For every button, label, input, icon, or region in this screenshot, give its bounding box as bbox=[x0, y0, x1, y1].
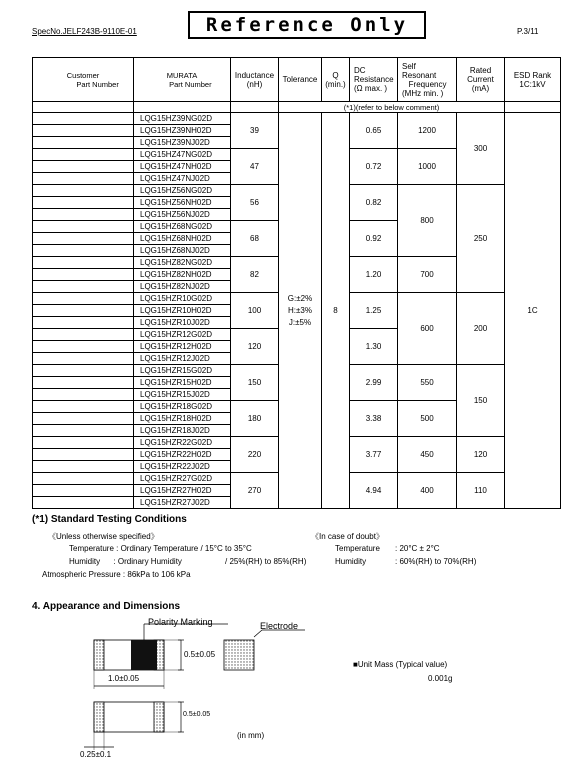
customer-part-number-cell bbox=[33, 485, 134, 497]
murata-part-number-cell: LQG15HZ82NG02D bbox=[134, 257, 231, 269]
customer-part-number-cell bbox=[33, 425, 134, 437]
customer-part-number-cell bbox=[33, 209, 134, 221]
inductance-cell: 82 bbox=[231, 257, 279, 293]
murata-part-number-cell: LQG15HZR10G02D bbox=[134, 293, 231, 305]
customer-part-number-cell bbox=[33, 401, 134, 413]
murata-part-number-cell: LQG15HZ56NG02D bbox=[134, 185, 231, 197]
humidity-doubt-label: Humidity bbox=[335, 557, 367, 566]
murata-part-number-cell: LQG15HZ39NH02D bbox=[134, 125, 231, 137]
murata-part-number-cell: LQG15HZ39NG02D bbox=[134, 113, 231, 125]
polarity-mark bbox=[131, 640, 157, 670]
murata-part-number-cell: LQG15HZR15J02D bbox=[134, 389, 231, 401]
inductance-cell: 100 bbox=[231, 293, 279, 329]
customer-part-number-cell bbox=[33, 353, 134, 365]
dc-resistance-cell: 1.20 bbox=[350, 257, 398, 293]
murata-part-number-cell: LQG15HZ47NJ02D bbox=[134, 173, 231, 185]
dimension-side: 0.5±0.05 bbox=[183, 711, 211, 718]
esd-rank-cell: 1C bbox=[505, 113, 561, 509]
murata-part-number-cell: LQG15HZR27G02D bbox=[134, 473, 231, 485]
header-esd-rank: ESD Rank 1C:1kV bbox=[505, 58, 561, 102]
customer-part-number-cell bbox=[33, 365, 134, 377]
customer-part-number-cell bbox=[33, 173, 134, 185]
table-row bbox=[33, 113, 561, 125]
murata-part-number-cell: LQG15HZ56NH02D bbox=[134, 197, 231, 209]
self-resonant-frequency-cell: 1000 bbox=[398, 149, 457, 185]
murata-part-number-cell: LQG15HZ47NG02D bbox=[134, 149, 231, 161]
customer-part-number-cell bbox=[33, 269, 134, 281]
murata-part-number-cell: LQG15HZR12G02D bbox=[134, 329, 231, 341]
customer-part-number-cell bbox=[33, 389, 134, 401]
dimension-length: 1.0±0.05 bbox=[108, 674, 140, 683]
humidity-normal-range: / 25%(RH) to 85%(RH) bbox=[225, 557, 307, 566]
testing-conditions-title: (*1) Standard Testing Conditions bbox=[32, 514, 187, 525]
humidity-doubt-value: : 60%(RH) to 70%(RH) bbox=[395, 557, 477, 566]
customer-part-number-cell bbox=[33, 473, 134, 485]
murata-part-number-cell: LQG15HZR22H02D bbox=[134, 449, 231, 461]
page-number: P.3/11 bbox=[517, 27, 539, 36]
dimension-electrode: 0.25±0.1 bbox=[80, 750, 112, 759]
self-resonant-frequency-cell: 600 bbox=[398, 293, 457, 365]
dc-resistance-cell: 3.38 bbox=[350, 401, 398, 437]
header-self-resonant-frequency: Self Resonant Frequency (MHz min. ) bbox=[398, 58, 457, 102]
header-inductance: Inductance (nH) bbox=[231, 58, 279, 102]
murata-part-number-cell: LQG15HZ56NJ02D bbox=[134, 209, 231, 221]
self-resonant-frequency-cell: 1200 bbox=[398, 113, 457, 149]
customer-part-number-cell bbox=[33, 149, 134, 161]
murata-part-number-cell: LQG15HZR22J02D bbox=[134, 461, 231, 473]
customer-part-number-cell bbox=[33, 281, 134, 293]
murata-part-number-cell: LQG15HZR15H02D bbox=[134, 377, 231, 389]
header-q: Q (min.) bbox=[322, 58, 350, 102]
tolerance-cell: G:±2% H:±3% J:±5% bbox=[279, 113, 322, 509]
customer-part-number-cell bbox=[33, 449, 134, 461]
spec-number: SpecNo.JELF243B-9110E-01 bbox=[32, 27, 137, 36]
unit-mass-label: ■Unit Mass (Typical value) bbox=[353, 660, 448, 669]
inductance-cell: 120 bbox=[231, 329, 279, 365]
temperature-doubt-value: : 20°C ± 2°C bbox=[395, 544, 440, 553]
chip-top-view bbox=[94, 640, 164, 670]
customer-part-number-cell bbox=[33, 437, 134, 449]
unit-label: (in mm) bbox=[237, 731, 265, 740]
customer-part-number-cell bbox=[33, 197, 134, 209]
table-note: (*1)(refer to below comment) bbox=[279, 102, 505, 113]
customer-part-number-cell bbox=[33, 245, 134, 257]
chip-bottom-view bbox=[94, 702, 164, 732]
murata-part-number-cell: LQG15HZR15G02D bbox=[134, 365, 231, 377]
self-resonant-frequency-cell: 500 bbox=[398, 401, 457, 437]
header-murata-part-number: MURATA Part Number bbox=[134, 58, 231, 102]
in-case-of-doubt: 《In case of doubt》 bbox=[311, 532, 384, 541]
header-tolerance: Tolerance bbox=[279, 58, 322, 102]
murata-part-number-cell: LQG15HZ82NH02D bbox=[134, 269, 231, 281]
parts-table bbox=[32, 57, 561, 509]
murata-part-number-cell: LQG15HZR27J02D bbox=[134, 497, 231, 509]
customer-part-number-cell bbox=[33, 137, 134, 149]
unless-specified: 《Unless otherwise specified》 bbox=[48, 532, 159, 541]
unit-mass-value: 0.001g bbox=[428, 674, 453, 683]
customer-part-number-cell bbox=[33, 413, 134, 425]
dc-resistance-cell: 3.77 bbox=[350, 437, 398, 473]
customer-part-number-cell bbox=[33, 305, 134, 317]
dc-resistance-cell: 1.30 bbox=[350, 329, 398, 365]
q-cell: 8 bbox=[322, 113, 350, 509]
murata-part-number-cell: LQG15HZR22G02D bbox=[134, 437, 231, 449]
appearance-title: 4. Appearance and Dimensions bbox=[32, 601, 181, 612]
customer-part-number-cell bbox=[33, 293, 134, 305]
murata-part-number-cell: LQG15HZ82NJ02D bbox=[134, 281, 231, 293]
header-rated-current: Rated Current (mA) bbox=[457, 58, 505, 102]
inductance-cell: 220 bbox=[231, 437, 279, 473]
self-resonant-frequency-cell: 400 bbox=[398, 473, 457, 509]
dc-resistance-cell: 0.65 bbox=[350, 113, 398, 149]
murata-part-number-cell: LQG15HZR27H02D bbox=[134, 485, 231, 497]
dimension-height: 0.5±0.05 bbox=[184, 650, 216, 659]
customer-part-number-cell bbox=[33, 377, 134, 389]
customer-part-number-cell bbox=[33, 341, 134, 353]
murata-part-number-cell: LQG15HZR18H02D bbox=[134, 413, 231, 425]
customer-part-number-cell bbox=[33, 257, 134, 269]
self-resonant-frequency-cell: 700 bbox=[398, 257, 457, 293]
electrode-left bbox=[94, 640, 104, 670]
rated-current-cell: 110 bbox=[457, 473, 505, 509]
customer-part-number-cell bbox=[33, 497, 134, 509]
customer-part-number-cell bbox=[33, 221, 134, 233]
inductance-cell: 150 bbox=[231, 365, 279, 401]
inductance-cell: 39 bbox=[231, 113, 279, 149]
dc-resistance-cell: 1.25 bbox=[350, 293, 398, 329]
customer-part-number-cell bbox=[33, 125, 134, 137]
self-resonant-frequency-cell: 550 bbox=[398, 365, 457, 401]
murata-part-number-cell: LQG15HZ47NH02D bbox=[134, 161, 231, 173]
humidity-normal: Humidity : Ordinary Humidity bbox=[69, 557, 182, 566]
murata-part-number-cell: LQG15HZR18J02D bbox=[134, 425, 231, 437]
murata-part-number-cell: LQG15HZ68NG02D bbox=[134, 221, 231, 233]
murata-part-number-cell: LQG15HZ68NH02D bbox=[134, 233, 231, 245]
dc-resistance-cell: 0.72 bbox=[350, 149, 398, 185]
customer-part-number-cell bbox=[33, 113, 134, 125]
rated-current-cell: 120 bbox=[457, 437, 505, 473]
polarity-marking-label: Polarity Marking bbox=[148, 617, 213, 627]
rated-current-cell: 200 bbox=[457, 293, 505, 365]
inductance-cell: 270 bbox=[231, 473, 279, 509]
inductance-cell: 180 bbox=[231, 401, 279, 437]
temperature-doubt-label: Temperature bbox=[335, 544, 380, 553]
header-customer-part-number: Customer Part Number bbox=[33, 58, 134, 102]
murata-part-number-cell: LQG15HZ39NJ02D bbox=[134, 137, 231, 149]
murata-part-number-cell: LQG15HZR10H02D bbox=[134, 305, 231, 317]
reference-only-banner: Reference Only bbox=[188, 11, 426, 39]
customer-part-number-cell bbox=[33, 329, 134, 341]
temperature-normal: Temperature : Ordinary Temperature / 15°C to 35°C bbox=[69, 544, 252, 553]
customer-part-number-cell bbox=[33, 185, 134, 197]
inductance-cell: 56 bbox=[231, 185, 279, 221]
rated-current-cell: 300 bbox=[457, 113, 505, 185]
customer-part-number-cell bbox=[33, 161, 134, 173]
murata-part-number-cell: LQG15HZ68NJ02D bbox=[134, 245, 231, 257]
rated-current-cell: 150 bbox=[457, 365, 505, 437]
rated-current-cell: 250 bbox=[457, 185, 505, 293]
inductance-cell: 68 bbox=[231, 221, 279, 257]
self-resonant-frequency-cell: 450 bbox=[398, 437, 457, 473]
dimension-drawing bbox=[0, 610, 330, 761]
dc-resistance-cell: 4.94 bbox=[350, 473, 398, 509]
customer-part-number-cell bbox=[33, 461, 134, 473]
inductance-cell: 47 bbox=[231, 149, 279, 185]
dc-resistance-cell: 0.82 bbox=[350, 185, 398, 221]
murata-part-number-cell: LQG15HZR12J02D bbox=[134, 353, 231, 365]
self-resonant-frequency-cell: 800 bbox=[398, 185, 457, 257]
murata-part-number-cell: LQG15HZR18G02D bbox=[134, 401, 231, 413]
murata-part-number-cell: LQG15HZR10J02D bbox=[134, 317, 231, 329]
customer-part-number-cell bbox=[33, 317, 134, 329]
dc-resistance-cell: 2.99 bbox=[350, 365, 398, 401]
electrode-label: Electrode bbox=[260, 621, 299, 631]
customer-part-number-cell bbox=[33, 233, 134, 245]
header-dc-resistance: DC Resistance (Ω max. ) bbox=[350, 58, 398, 102]
dc-resistance-cell: 0.92 bbox=[350, 221, 398, 257]
murata-part-number-cell: LQG15HZR12H02D bbox=[134, 341, 231, 353]
atmospheric-pressure: Atmospheric Pressure : 86kPa to 106 kPa bbox=[42, 570, 191, 579]
chip-side-view bbox=[224, 640, 254, 670]
